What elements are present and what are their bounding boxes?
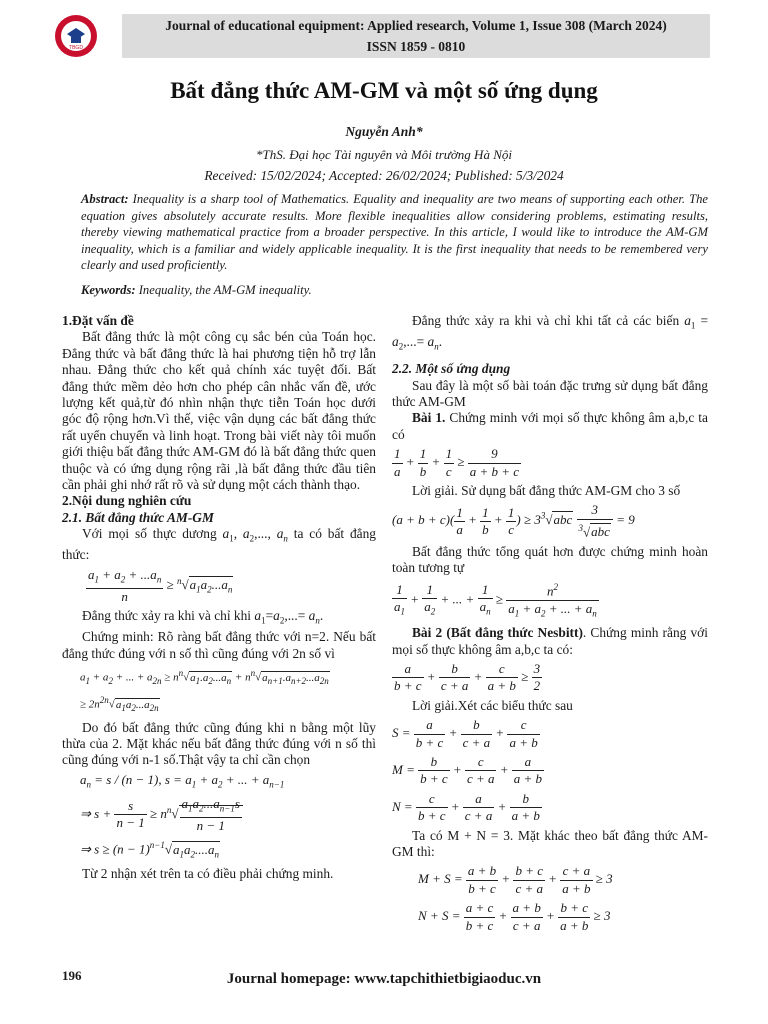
- problem-1: Bài 1. Chứng minh với mọi số thực không âm a,b,c ta có: [392, 410, 708, 442]
- applications-intro: Sau đây là một số bài toán đặc trưng sử dụng bất đẳng thức AM-GM: [392, 377, 708, 409]
- author: Nguyễn Anh*: [345, 124, 423, 139]
- journal-logo: [54, 14, 98, 58]
- section-heading-2: 2.Nội dung nghiên cứu: [62, 493, 192, 509]
- nesbitt-formula: $\frac{a}{b + c}$ + $\frac{b}{c + a}$ + $\frac{c}{a + b}$ ≥ $\frac{3}{2}$: [394, 660, 541, 694]
- derivation-formula-2: ⇒ $s \ge (n - 1)^{n-1}√a_1a_2....a_n$: [80, 840, 219, 860]
- derivation-formula-1: ⇒ s + $\frac{s}{n - 1}$ ≥ $n^n√$ $\frac{a_1a_2...a_{n-1}s}{n - 1}$: [80, 796, 376, 834]
- abstract: [81, 191, 708, 274]
- conclusion-paragraph: Từ 2 nhận xét trên ta có điều phải chứng minh.: [82, 865, 334, 881]
- n-expression: N = $\frac{c}{b + c}$ + $\frac{a}{c + a}$ + $\frac{b}{a + b}$: [392, 790, 540, 824]
- solution-1-formula: (a + b + c)( $\frac{1}{a}$ + $\frac{1}{b}$ + $\frac{1}{c}$ ) ≥ $3^3√abc$ $\frac{3}{^3√abc}$ = 9: [392, 502, 635, 540]
- amgm-formula: $\frac{a_1 + a_2 + ...a_n}{n}$ ≥ $^n√a_1a_2...a_n$: [88, 566, 233, 604]
- right-column: [392, 313, 708, 937]
- proof-formula-1: $a_1 + a_2$ + ... + $a_{2n} \ge n^n√a_1.a_2...a_n + n^n√a_{n+1}.a_{n+2}...a_{2n}$: [80, 668, 329, 686]
- mn-paragraph: Ta có M + N = 3. Mặt khác theo bất đẳng thức AM-GM thì:: [392, 827, 708, 859]
- proof-paragraph: Chứng minh: Rõ ràng bất đẳng thức với n=2. Nếu bất đẳng thức đúng với n số thì cũng đúng với 2n số vì: [62, 629, 376, 661]
- logo-text: TBGD: [69, 45, 83, 51]
- dates: Received: 15/02/2024; Accepted: 26/02/2024; Published: 5/3/2024: [204, 168, 564, 183]
- solution-2: Lời giải.Xét các biểu thức sau: [412, 697, 573, 713]
- solution-1: Lời giải. Sử dụng bất đẳng thức AM-GM cho 3 số: [412, 483, 681, 498]
- amgm-intro: Với mọi số thực dương $a_1$, $a_2$,..., $a_n$ ta có bất đẳng thức:: [62, 526, 376, 563]
- issn: ISSN 1859 - 0810: [366, 39, 466, 54]
- n-plus-s-formula: N + S = $\frac{a + c}{b + c}$ + $\frac{a + b}{c + a}$ + $\frac{b + c}{a + b}$ ≥ 3: [418, 900, 611, 933]
- power-of-two-paragraph: Do đó bất đẳng thức cũng đúng khi n bằng một lũy thừa của 2. Mặt khác nếu bất đẳng thức đúng với n số thì cũng đúng với n-1 số.Thật vậy ta chỉ cần chọn: [62, 719, 376, 768]
- left-column: [62, 313, 376, 882]
- m-expression: M = $\frac{b}{b + c}$ + $\frac{c}{c + a}$ + $\frac{a}{a + b}$: [392, 753, 543, 787]
- page-number: 196: [62, 968, 82, 983]
- s-expression: S = $\frac{a}{b + c}$ + $\frac{b}{c + a}$ + $\frac{c}{a + b}$: [392, 717, 538, 750]
- equality-all-variables: Đẳng thức xảy ra khi và chỉ khi tất cả các biến $a_1 = a_2,...= a_n$.: [392, 313, 708, 352]
- journal-homepage: Journal homepage: www.tapchithietbigiaoduc.vn: [226, 971, 542, 987]
- journal-line: Journal of educational equipment: Applied research, Volume 1, Issue 308 (March 2024): [165, 18, 667, 33]
- m-plus-s-formula: M + S = $\frac{a + b}{b + c}$ + $\frac{b + c}{c + a}$ + $\frac{c + a}{a + b}$ ≥ 3: [418, 863, 613, 896]
- abstract-label: Abstract:: [81, 192, 129, 206]
- keywords: [81, 282, 708, 299]
- proof-formula-2: ≥ $2n^{2n}√a_1a_2...a_{2n}$: [80, 695, 159, 714]
- equality-condition: Đẳng thức xảy ra khi và chỉ khi $a_1=a_2,...= a_n$.: [82, 608, 324, 626]
- keywords-text: Inequality, the AM-GM inequality.: [138, 283, 312, 297]
- choose-formula: $a_n = s / (n - 1)$, $s = a_1 + a_2$ + ... + $a_{n-1}$: [80, 771, 285, 790]
- problem-1-formula: $\frac{1}{a}$ + $\frac{1}{b}$ + $\frac{1}{c}$ ≥ $\frac{9}{a + b + c}$: [394, 446, 520, 479]
- affiliation: *ThS. Đại học Tài nguyên và Môi trường Hà Nội: [256, 147, 512, 162]
- keywords-label: Keywords:: [81, 283, 136, 297]
- abstract-text: Inequality is a sharp tool of Mathematics. Equality and inequality are two means of supporting each other. The equation gives absolutely accurate results. More flexible inequalities allow considering problems, estimating results, thereby viewing mathematical practice from a broader perspective. In this article, I would like to introduce the AM-GM inequality, which is a familiar and widely applicable inequality. It is the first inequality that needs to be remembered very clearly and used proficiently.: [81, 192, 708, 272]
- intro-paragraph: Bất đẳng thức là một công cụ sắc bén của Toán học. Đẳng thức và bất đẳng thức là hai phương tiện hỗ trợ lẫn nhau. Đẳng thức cho kết quả chính xác tuyệt đối. Bất đẳng thức mềm dẻo hơn cho phép cân nhắc vấn đề, ước lượng kết quả,từ đó nhìn nhận thực tiễn Toán học dưới góc độ rộng hơn.Vì thế, việc vận dụng các bất đẳng thức rất uyển chuyển và linh hoạt. Trong bài viết này tôi muốn giới thiệu bất đẳng thức AM-GM đó là bất đẳng thức quen thuộc và có ứng dụng rộng rãi ,là bất đẳng thức đầu tiên cần phải ghi nhớ rất rõ và sử dụng một cách thành thạo.: [62, 329, 376, 493]
- header-bar: [122, 14, 710, 58]
- subsection-heading-2-2: 2.2. Một số ứng dụng: [392, 361, 511, 377]
- subsection-heading-2-1: 2.1. Bất đẳng thức AM-GM: [62, 509, 214, 525]
- section-heading-1: 1.Đặt vấn đề: [62, 313, 134, 328]
- generalization-formula: $\frac{1}{a_1}$ + $\frac{1}{a_2}$ + ... + $\frac{1}{a_n}$ ≥ $\frac{n^2}{a_1 + a_2 + ... + a_n}$: [392, 579, 708, 622]
- generalization-paragraph: Bất đẳng thức tổng quát hơn được chứng minh hoàn toàn tương tự: [392, 543, 708, 575]
- paper-title: Bất đẳng thức AM-GM và một số ứng dụng: [170, 78, 598, 103]
- problem-2: Bài 2 (Bất đẳng thức Nesbitt). Chứng minh rằng với mọi số thực không âm a,b,c ta có:: [392, 625, 708, 657]
